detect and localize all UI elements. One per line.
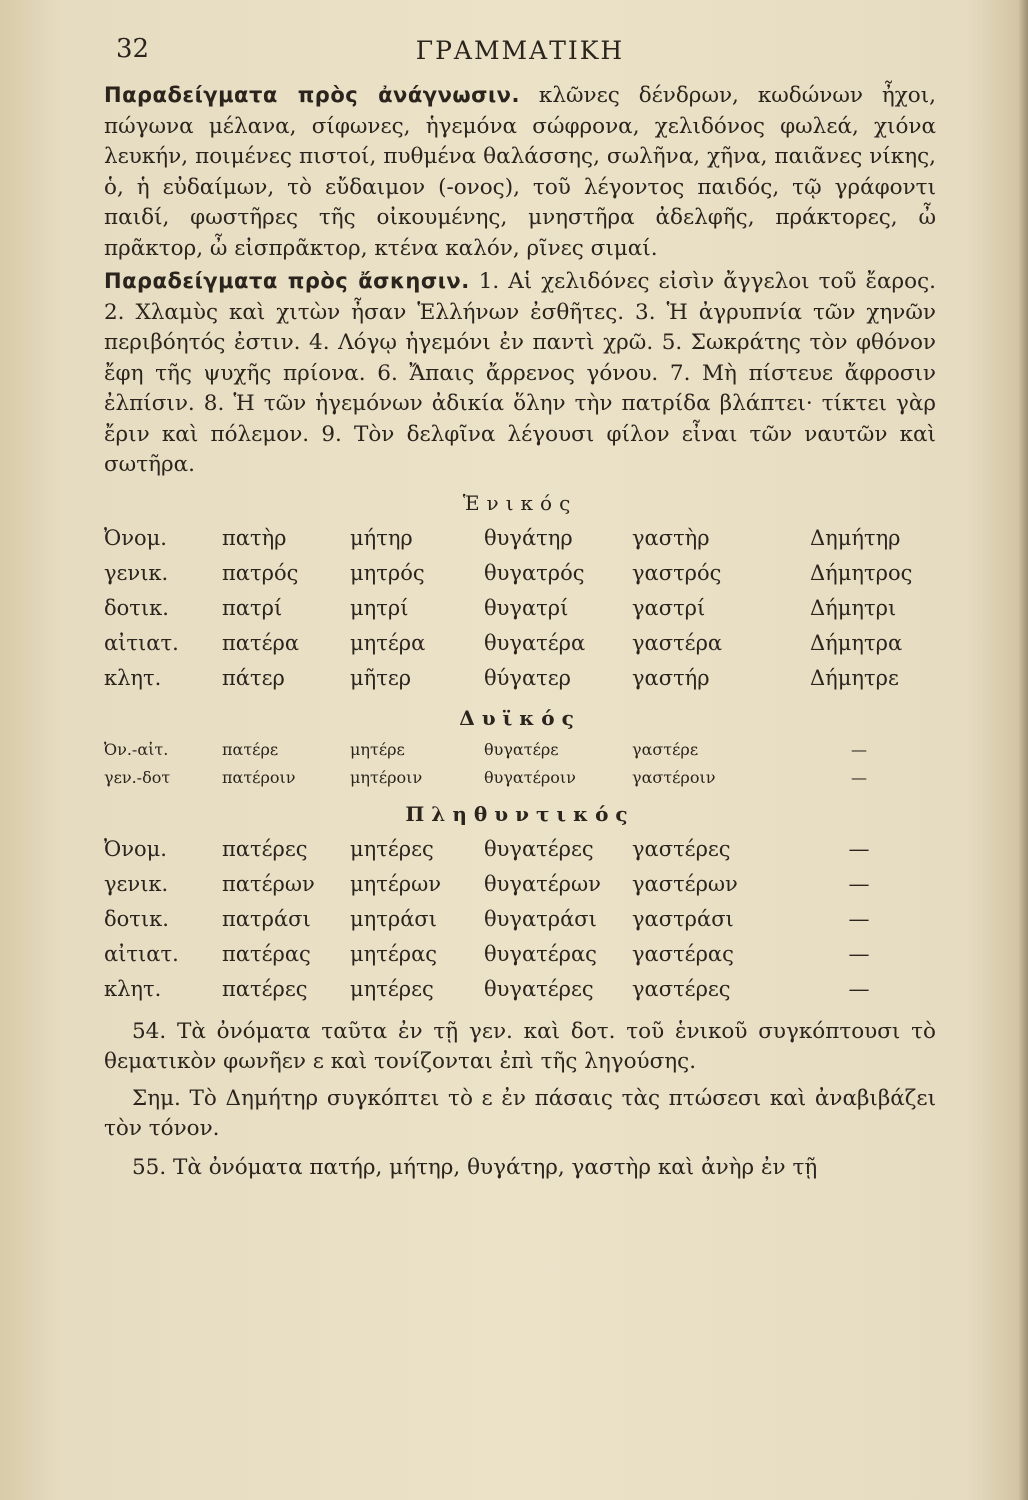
declension-form: πατέρα — [222, 631, 300, 655]
running-title: ΓΡΑΜΜΑΤΙΚΗ — [415, 36, 625, 65]
case-label: Ὀνομ. — [104, 837, 167, 861]
declension-form: μητέρες — [350, 977, 434, 1001]
declension-form: θυγατέροιν — [484, 768, 576, 787]
declension-form: — — [851, 740, 867, 759]
note-54: 54. Τὰ ὀνόματα ταῦτα ἐν τῇ γεν. καὶ δοτ. τοῦ ἑνικοῦ συγκόπτουσι τὸ θεματικὸν φωνῆεν ε καὶ τονίζονται ἐπὶ τῆς ληγούσης. — [104, 1018, 936, 1074]
declension-form: Δήμητρι — [810, 596, 897, 620]
table-row — [104, 937, 936, 972]
declension-form: γαστέρε — [632, 740, 699, 759]
page-header — [104, 30, 936, 80]
singular-title: Ἑνικός — [462, 490, 578, 515]
declension-form: γαστρός — [632, 561, 722, 585]
declension-form: — — [848, 977, 870, 1001]
reading-paragraph — [104, 80, 936, 264]
table-row — [104, 867, 936, 902]
declension-form: πατέρε — [222, 740, 279, 759]
table-row — [104, 556, 936, 591]
declension-form: μητρός — [350, 561, 425, 585]
declension-form: μητράσι — [350, 907, 437, 931]
declension-form: θυγάτηρ — [484, 526, 573, 550]
case-label: Ὀνομ. — [104, 526, 167, 550]
declension-form: πατέρες — [222, 977, 308, 1001]
declension-form: μητέρας — [350, 942, 438, 966]
declension-form: γαστέρες — [632, 837, 731, 861]
singular-table — [104, 521, 936, 696]
declension-form: Δήμητρα — [810, 631, 903, 655]
declension-form: Δήμητρος — [810, 561, 913, 585]
page-number: 32 — [116, 34, 150, 64]
case-label: αἰτιατ. — [104, 631, 179, 655]
exercise-heading: Παραδείγματα πρὸς ἄσκησιν. — [104, 269, 470, 293]
declension-form: πατέρας — [222, 942, 311, 966]
declension-form: θυγατέρες — [484, 977, 594, 1001]
case-label: αἰτιατ. — [104, 942, 179, 966]
declension-form: μητέρων — [350, 872, 441, 896]
declension-form: Δημήτηρ — [810, 526, 901, 550]
table-row — [104, 902, 936, 937]
declension-form: γαστέροιν — [632, 768, 716, 787]
declension-form: πατρί — [222, 596, 283, 620]
declension-form: μητέρες — [350, 837, 434, 861]
exercise-sentence: 2. Χλαμὺς καὶ χιτὼν ἦσαν Ἑλλήνων ἐσθῆτες. — [104, 299, 625, 325]
reading-text: κλῶνες δένδρων, κωδώνων ἦχοι, πώγωνα μέλανα, σίφωνες, ἡγεμόνα σώφρονα, χελιδόνος φωλεά, χιόνα λευκήν, ποιμένες πιστοί, πυθμένα θαλάσσης, σωλῆνα, χῆνα, παιᾶνες νίκης, ὁ, ἡ εὐδαίμων, τὸ εὔδαιμον (-ονος), τοῦ λέγοντος παιδός, τῷ γράφοντι παιδί, φωστῆρες τῆς οἰκουμένης, μνηστῆρα ἀδελφῆς, πράκτορες, ὦ πρᾶκτορ, ὦ εἰσπρᾶκτορ, κτένα καλόν, ρῖνες σιμαί. — [104, 83, 936, 261]
declension-form: πατέρων — [222, 872, 315, 896]
declension-form: γαστρί — [632, 596, 706, 620]
declension-form: θύγατερ — [484, 666, 571, 690]
declension-form: — — [848, 872, 870, 896]
declension-form: Δήμητρε — [810, 666, 899, 690]
declension-form: μητέροιν — [350, 768, 423, 787]
case-label: Ὀν.-αἰτ. — [104, 740, 169, 759]
declension-form: θυγατέρες — [484, 837, 594, 861]
table-row — [104, 626, 936, 661]
dual-table — [104, 736, 936, 792]
table-row — [104, 591, 936, 626]
declension-form: πατὴρ — [222, 526, 287, 550]
declension-form: πατρός — [222, 561, 299, 585]
declension-form: γαστέρων — [632, 872, 738, 896]
declension-form: πάτερ — [222, 666, 285, 690]
declension-form: θυγατρί — [484, 596, 569, 620]
case-label: κλητ. — [104, 666, 162, 690]
declension-form: μητρί — [350, 596, 409, 620]
declension-form: — — [848, 942, 870, 966]
declension-form: μῆτερ — [350, 666, 412, 690]
declension-form: γαστέρες — [632, 977, 731, 1001]
exercise-sentence: 5. Σωκράτης τὸν φθόνον ἔφη τῆς ψυχῆς πρίονα. — [104, 330, 936, 386]
declension-form: μήτηρ — [350, 526, 413, 550]
plural-table — [104, 832, 936, 1007]
declension-form: θυγατέρας — [484, 942, 597, 966]
table-row — [104, 832, 936, 867]
table-row — [104, 661, 936, 696]
case-label: γενικ. — [104, 872, 169, 896]
case-label: γενικ. — [104, 561, 169, 585]
declension-form: — — [848, 907, 870, 931]
dual-title: Δυϊκός — [459, 705, 581, 730]
reading-heading: Παραδείγματα πρὸς ἀνάγνωσιν. — [104, 83, 520, 107]
table-row — [104, 972, 936, 1007]
exercise-sentence: 3. Ἡ ἀγρυπνία τῶν χηνῶν περιβόητός ἐστιν. — [104, 299, 936, 355]
declension-form: γαστὴρ — [632, 526, 710, 550]
exercise-sentence: 8. Ἡ τῶν ἡγεμόνων ἀδικία ὅλην τὴν πατρίδα βλάπτει· τίκτει γὰρ ἔριν καὶ πόλεμον. — [104, 391, 936, 447]
declension-form: γαστράσι — [632, 907, 734, 931]
exercise-sentence: 4. Λόγῳ ἡγεμόνι ἐν παντὶ χρῶ. — [309, 330, 654, 355]
exercise-sentence: 7. Μὴ πίστευε ἄφροσιν ἐλπίσιν. — [104, 360, 937, 416]
declension-form: θυγατράσι — [484, 907, 597, 931]
declension-form: γαστήρ — [632, 666, 710, 690]
declension-form: θυγατέρα — [484, 631, 586, 655]
declension-form: — — [851, 768, 867, 787]
declension-form: μητέρα — [350, 631, 426, 655]
declension-form: θυγατέρε — [484, 740, 559, 759]
page-edge-shadow — [1018, 0, 1028, 1500]
exercise-sentence: 1. Αἱ χελιδόνες εἰσὶν ἄγγελοι τοῦ ἔαρος. — [478, 269, 936, 294]
declension-form: γαστέρα — [632, 631, 723, 655]
table-row — [104, 764, 936, 792]
exercise-sentence: 6. Ἄπαις ἄρρενος γόνου. — [377, 360, 659, 386]
exercise-sentence: 9. Τὸν δελφῖνα λέγουσι φίλον εἶναι τῶν ναυτῶν καὶ σωτῆρα. — [104, 421, 936, 477]
table-row — [104, 521, 936, 556]
declension-form: θυγατέρων — [484, 872, 601, 896]
note-55: 55. Τὰ ὀνόματα πατήρ, μήτηρ, θυγάτηρ, γαστὴρ καὶ ἀνὴρ ἐν τῇ — [132, 1154, 818, 1180]
declension-form: πατέρες — [222, 837, 308, 861]
declension-form: πατέροιν — [222, 768, 296, 787]
case-label: δοτικ. — [104, 596, 169, 620]
table-row — [104, 736, 936, 764]
declension-form: πατράσι — [222, 907, 311, 931]
declension-form: γαστέρας — [632, 942, 734, 966]
exercise-paragraph — [104, 266, 936, 481]
case-label: γεν.-δοτ — [104, 768, 171, 787]
declension-form: θυγατρός — [484, 561, 585, 585]
declension-form: — — [848, 837, 870, 861]
note-remark: Σημ. Τὸ Δημήτηρ συγκόπτει τὸ ε ἐν πάσαις τὰς πτώσεσι καὶ ἀναβιβάζει τὸν τόνον. — [104, 1085, 936, 1141]
case-label: κλητ. — [104, 977, 162, 1001]
plural-title: Πληθυντικός — [405, 801, 635, 826]
declension-form: μητέρε — [350, 740, 405, 759]
case-label: δοτικ. — [104, 907, 169, 931]
